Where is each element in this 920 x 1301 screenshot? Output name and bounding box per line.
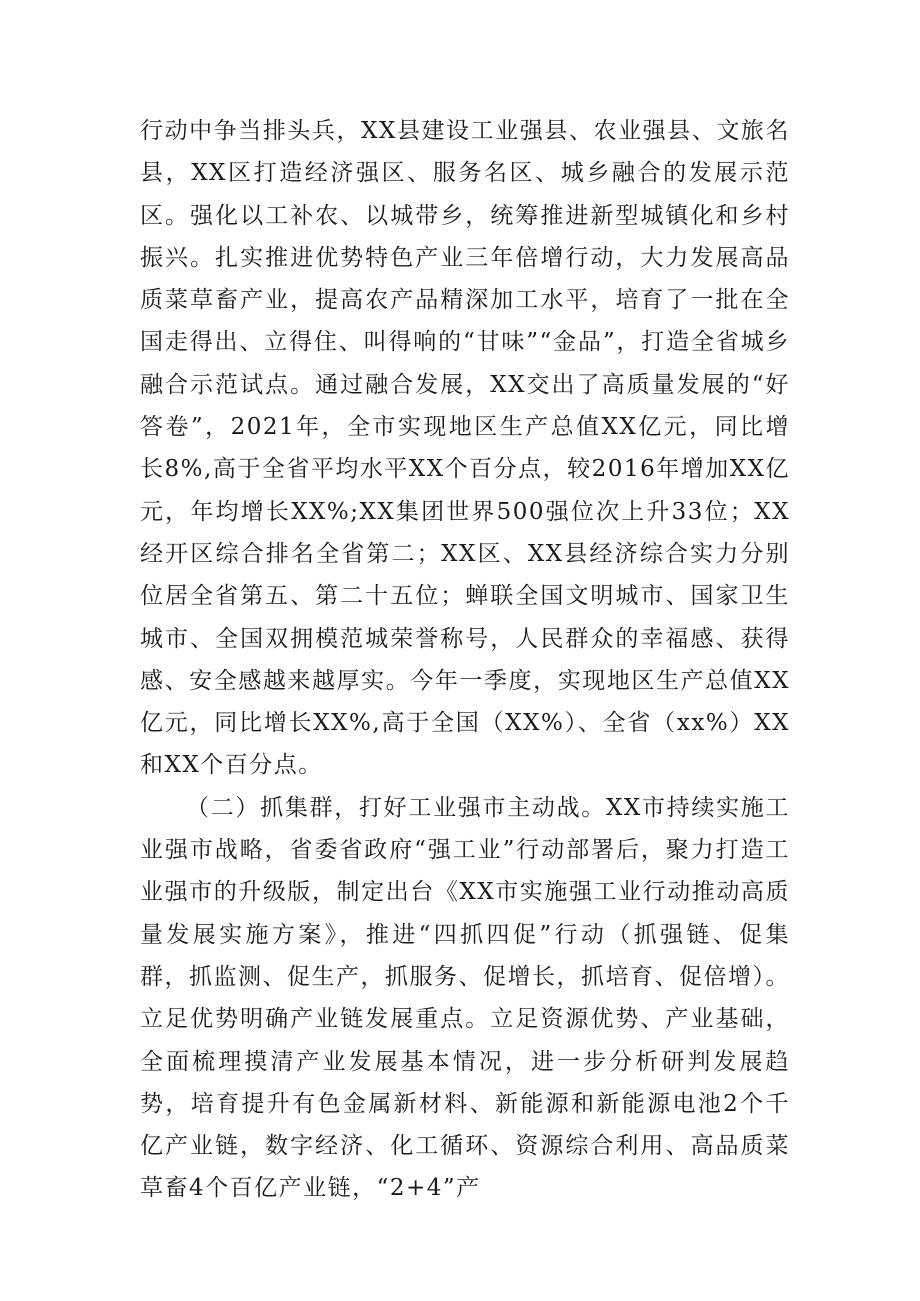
paragraph-economic-integration: 行动中争当排头兵，XX县建设工业强县、农业强县、文旅名县，XX区打造经济强区、服务名区、城乡融合的发展示范区。强化以工补农、以城带乡，统筹推进新型城镇化和乡村振兴。扎实推进优势特色产业三年倍增行动，大力发展高品质菜草畜产业，提高农产品精深加工水平，培育了一批在全国走得出、立得住、叫得响的“甘味”“金品”，打造全省城乡融合示范试点。通过融合发展，XX交出了高质量发展的“好答卷”，2021年，全市实现地区生产总值XX亿元，同比增长8%,高于全省平均水平XX个百分点，较2016年增加XX亿元，年均增长XX%;XX集团世界500强位次上升33位；XX经开区综合排名全省第二；XX区、XX县经济综合实力分别位居全省第五、第二十五位；蝉联全国文明城市、国家卫生城市、全国双拥模范城荣誉称号，人民群众的幸福感、获得感、安全感越来越厚实。今年一季度，实现地区生产总值XX亿元，同比增长XX%,高于全国（XX%）、全省（xx%）XX和XX个百分点。 xyxy=(140,118,790,779)
document-body xyxy=(140,110,790,1210)
paragraph-industrial-cluster: （二）抓集群，打好工业强市主动战。XX市持续实施工业强市战略，省委省政府“强工业”行动部署后，聚力打造工业强市的升级版，制定出台《XX市实施强工业行动推动高质量发展实施方案》，推进“四抓四促”行动（抓强链、促集群，抓监测、促生产，抓服务、促增长，抓培育、促倍增）。立足优势明确产业链发展重点。立足资源优势、产业基础，全面梳理摸清产业发展基本情况，进一步分析研判发展趋势，培育提升有色金属新材料、新能源和新能源电池2个千亿产业链，数字经济、化工循环、资源综合利用、高品质菜草畜4个百亿产业链，“2+4”产 xyxy=(140,794,790,1202)
